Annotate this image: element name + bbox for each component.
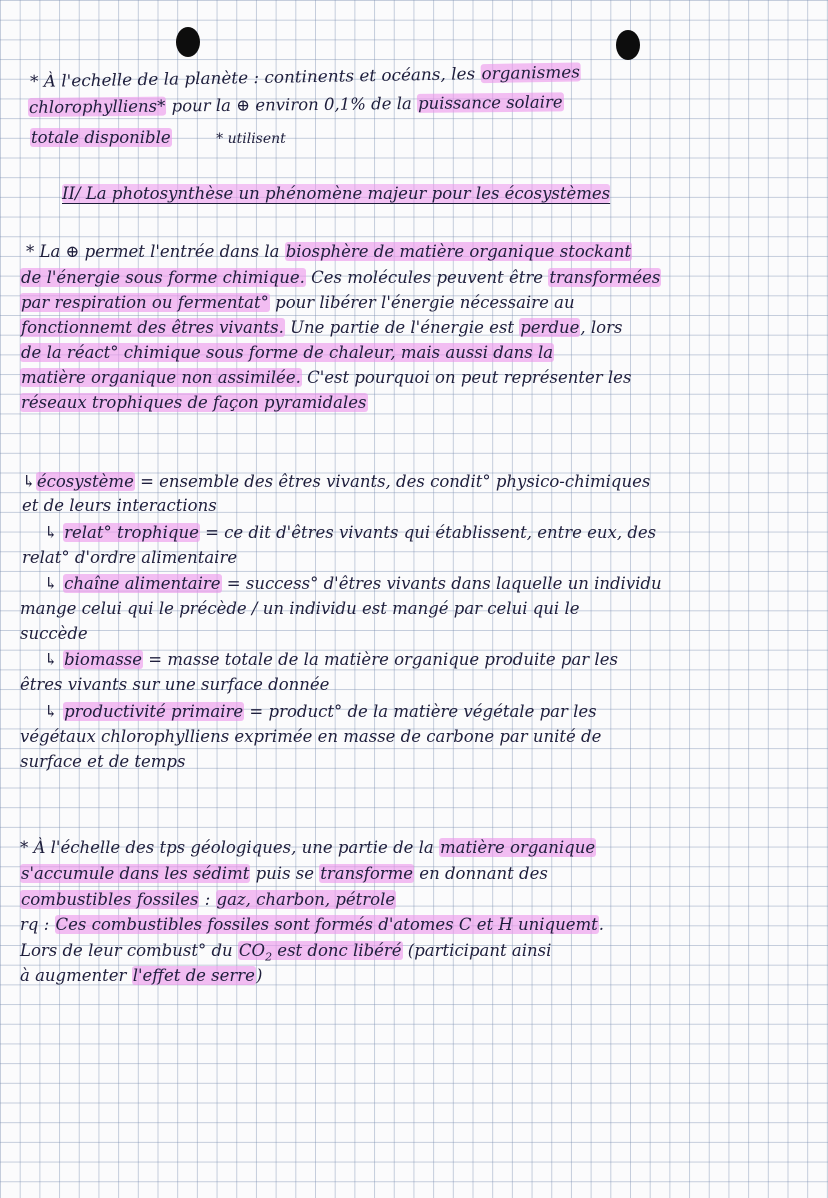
note-line bbox=[20, 675, 329, 695]
note-text: * utilisent bbox=[171, 131, 286, 147]
note-text: = masse totale de la matière organique produite par les bbox=[143, 650, 618, 669]
arrow: ↳ bbox=[44, 650, 64, 669]
highlight: gaz, charbon, pétrole bbox=[216, 890, 396, 909]
note-line bbox=[44, 574, 662, 594]
note-line bbox=[20, 293, 575, 313]
highlight: matière organique bbox=[440, 838, 596, 857]
note-text: , lors bbox=[580, 318, 623, 337]
highlight: chlorophylliens* bbox=[28, 96, 166, 117]
note-line bbox=[20, 268, 661, 288]
note-text: pour libérer l'énergie nécessaire au bbox=[269, 293, 575, 312]
note-text: = success° d'êtres vivants dans laquelle un individu bbox=[221, 574, 662, 593]
note-line bbox=[20, 318, 622, 338]
note-line bbox=[28, 92, 564, 118]
note-line bbox=[44, 523, 656, 543]
highlight: transforme bbox=[320, 864, 414, 883]
arrow: ↳ bbox=[44, 702, 64, 721]
note-text: relat° d'ordre alimentaire bbox=[22, 548, 238, 567]
highlight bbox=[238, 941, 403, 964]
note-line bbox=[20, 393, 368, 413]
punch-hole-right bbox=[616, 30, 640, 60]
note-line bbox=[22, 548, 237, 568]
note-line bbox=[22, 472, 650, 492]
note-line bbox=[20, 727, 601, 747]
note-text: succède bbox=[20, 624, 88, 643]
co2-subscript: 2 bbox=[265, 950, 273, 964]
highlight: biomasse bbox=[64, 650, 143, 669]
note-text: à augmenter bbox=[20, 966, 132, 985]
note-text: C'est pourquoi on peut représenter les bbox=[301, 368, 632, 387]
arrow: ↳ bbox=[44, 574, 64, 593]
note-text: ) bbox=[255, 966, 263, 985]
punch-hole-left bbox=[176, 27, 200, 57]
note-line bbox=[20, 838, 596, 858]
highlight: Ces combustibles fossiles sont formés d'atomes C et H uniquemt bbox=[55, 915, 598, 934]
section-title-text: II/ La photosynthèse un phénomène majeur pour les écosystèmes bbox=[62, 184, 611, 203]
note-line bbox=[30, 62, 581, 92]
co2-text: CO bbox=[238, 941, 266, 960]
note-line bbox=[44, 702, 597, 722]
note-text: = product° de la matière végétale par les bbox=[244, 702, 597, 721]
highlight: puissance solaire bbox=[417, 92, 563, 113]
highlight: par respiration ou fermentat° bbox=[21, 293, 269, 312]
note-line bbox=[20, 864, 548, 884]
note-line bbox=[20, 368, 631, 388]
highlight: s'accumule dans les sédimt bbox=[21, 864, 250, 883]
note-text: = ensemble des êtres vivants, des condit° physico-chimiques bbox=[134, 472, 651, 491]
note-line bbox=[20, 890, 396, 910]
note-text: mange celui qui le précède / un individu est mangé par celui qui le bbox=[20, 599, 580, 618]
note-line bbox=[20, 915, 604, 935]
note-text: Lors de leur combust° du bbox=[20, 941, 238, 960]
highlight: matière organique non assimilée. bbox=[21, 368, 301, 387]
note-line bbox=[20, 966, 262, 986]
note-text: êtres vivants sur une surface donnée bbox=[20, 675, 330, 694]
note-text: Une partie de l'énergie est bbox=[284, 318, 520, 337]
note-text: . bbox=[598, 915, 605, 934]
note-line bbox=[22, 496, 217, 516]
note-line bbox=[20, 941, 552, 964]
note-text: et de leurs interactions bbox=[22, 496, 217, 515]
highlight: écosystème bbox=[36, 472, 134, 491]
arrow: ↳ bbox=[44, 523, 64, 542]
note-line bbox=[30, 128, 286, 149]
note-text: * La ⊕ permet l'entrée dans la bbox=[26, 242, 285, 261]
note-text: : bbox=[199, 890, 216, 909]
section-title bbox=[62, 184, 610, 204]
highlight: organismes bbox=[481, 62, 581, 84]
highlight: perdue bbox=[520, 318, 580, 337]
note-text: Ces molécules peuvent être bbox=[305, 268, 549, 287]
highlight: biosphère de matière organique stockant bbox=[285, 242, 632, 261]
note-text: (participant ainsi bbox=[402, 941, 552, 960]
highlight: combustibles fossiles bbox=[21, 890, 199, 909]
note-text: surface et de temps bbox=[20, 752, 186, 771]
highlight: relat° trophique bbox=[64, 523, 199, 542]
highlight: productivité primaire bbox=[64, 702, 244, 721]
arrow: ↳ bbox=[22, 472, 36, 491]
highlight: de la réact° chimique sous forme de chaleur, mais aussi dans la bbox=[21, 343, 554, 362]
highlight: réseaux trophiques de façon pyramidales bbox=[21, 393, 367, 412]
note-line bbox=[20, 343, 554, 363]
highlight: fonctionnemt des êtres vivants. bbox=[21, 318, 284, 337]
note-line bbox=[20, 599, 580, 619]
note-text: végétaux chlorophylliens exprimée en masse de carbone par unité de bbox=[20, 727, 602, 746]
note-text: * À l'échelle des tps géologiques, une partie de la bbox=[20, 838, 439, 857]
note-text: en donnant des bbox=[414, 864, 548, 883]
note-text: puis se bbox=[250, 864, 320, 883]
note-text: rq : bbox=[20, 915, 55, 934]
highlight: chaîne alimentaire bbox=[64, 574, 221, 593]
note-text: pour la ⊕ environ 0,1% de la bbox=[166, 93, 418, 116]
highlight: transformées bbox=[549, 268, 661, 287]
highlight: de l'énergie sous forme chimique. bbox=[21, 268, 305, 287]
highlight-text: est donc libéré bbox=[272, 941, 402, 960]
note-line bbox=[20, 624, 88, 644]
highlight: l'effet de serre bbox=[132, 966, 255, 985]
note-line bbox=[20, 752, 185, 772]
note-line bbox=[26, 242, 632, 262]
note-line bbox=[44, 650, 618, 670]
highlight: totale disponible bbox=[31, 128, 171, 147]
note-text: * À l'echelle de la planète : continents et océans, les bbox=[29, 64, 481, 91]
note-text: = ce dit d'êtres vivants qui établissent, entre eux, des bbox=[199, 523, 657, 542]
